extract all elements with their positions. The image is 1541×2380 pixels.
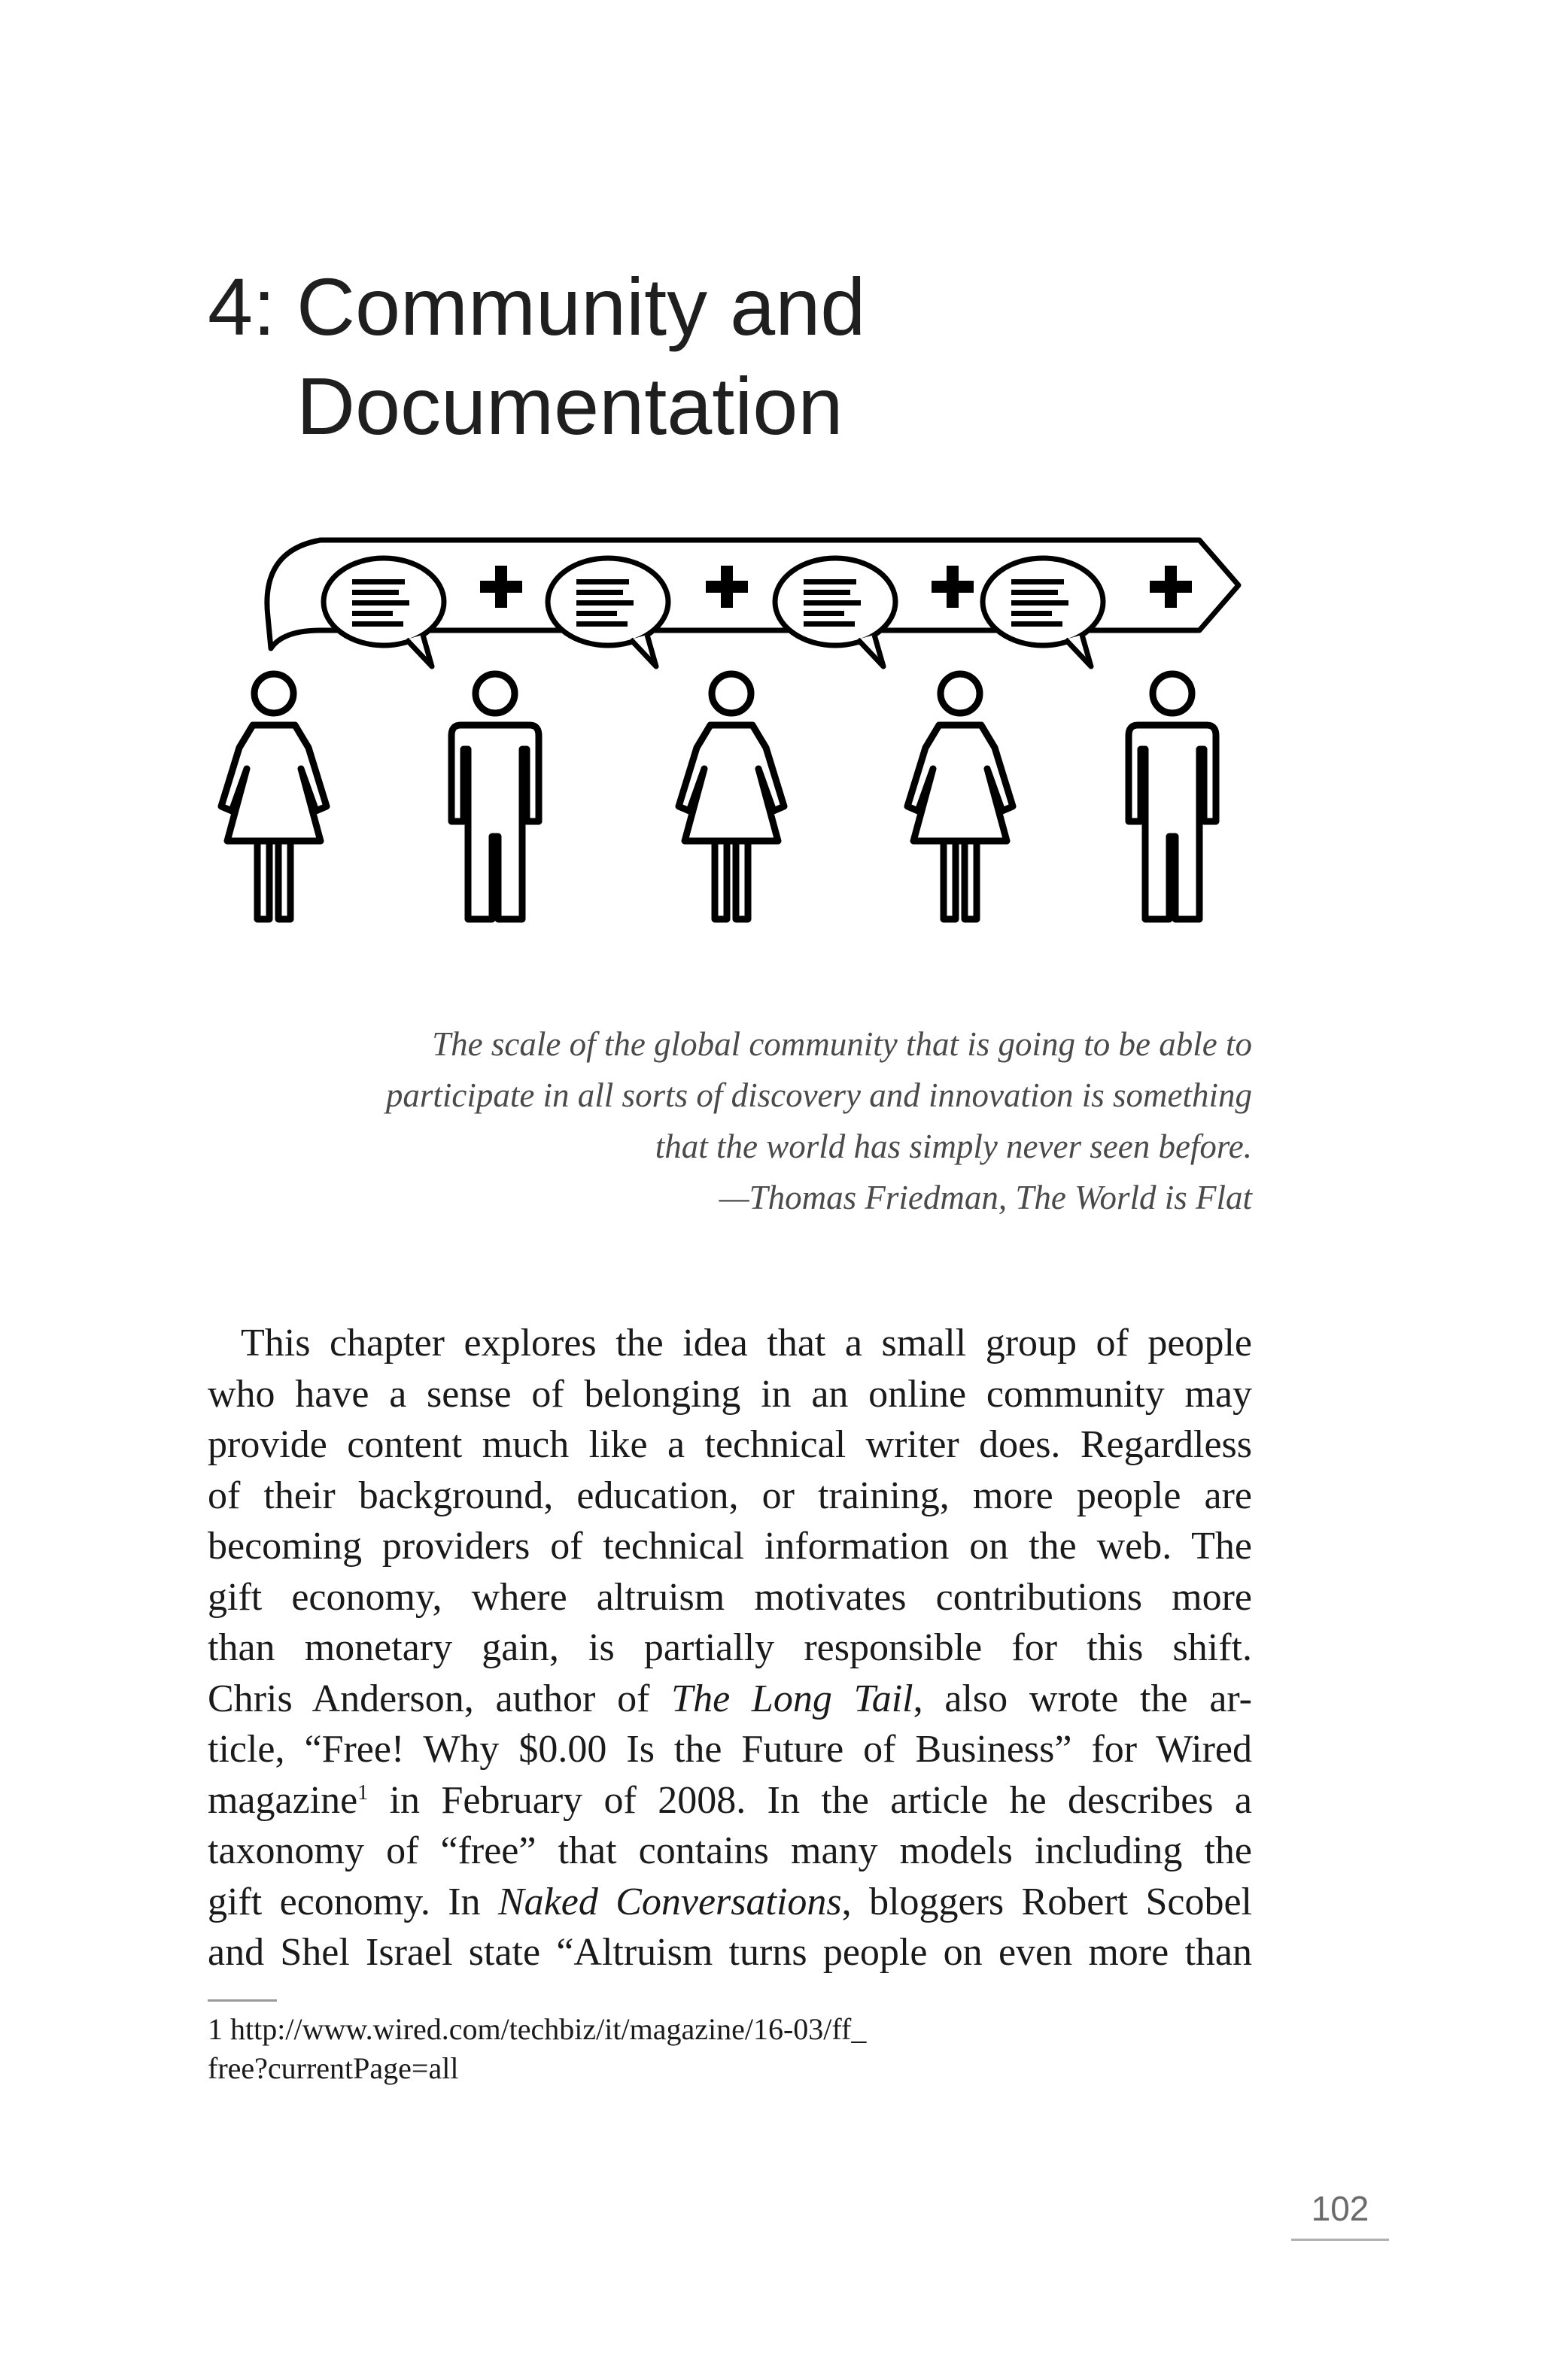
body-line: ticle, “Free! Why $0.00 Is the Future of Business” for Wired xyxy=(208,1728,1252,1771)
body-line xyxy=(208,1674,1252,1725)
page-number: 102 xyxy=(1311,2189,1369,2228)
epigraph-line: The scale of the global community that is going to be able to xyxy=(432,1025,1252,1063)
body-text-run: gift economy. In xyxy=(208,1880,498,1923)
body-line: than monetary gain, is partially responsible for this shift. xyxy=(208,1626,1252,1669)
epigraph-attribution: —Thomas Friedman, The World is Flat xyxy=(719,1179,1252,1216)
body-text-run: Chris Anderson, author of xyxy=(208,1677,672,1720)
body-line: provide content much like a technical writer does. Regardless xyxy=(208,1423,1252,1466)
person-male-icon xyxy=(451,674,1216,919)
body-text-run: , bloggers Robert Scobel xyxy=(841,1880,1253,1923)
body-line: of their background, education, or training, more people are xyxy=(208,1474,1252,1517)
footnote-line: free?currentPage=all xyxy=(208,2051,459,2085)
footnote-divider xyxy=(208,1999,277,2002)
chapter-title-line2: Documentation xyxy=(296,360,843,451)
body-line xyxy=(208,1877,1252,1928)
epigraph xyxy=(286,1018,1252,1223)
body-paragraph xyxy=(208,1318,1252,1978)
body-text-run: in February of 2008. In the article he describes a xyxy=(368,1778,1252,1822)
chapter-title-line1: Community and xyxy=(296,261,866,352)
community-illustration xyxy=(208,528,1252,964)
epigraph-line: participate in all sorts of discovery and innovation is something xyxy=(385,1076,1252,1114)
body-text-run: , also wrote the ar- xyxy=(913,1677,1252,1720)
body-line: This chapter explores the idea that a small group of people xyxy=(241,1322,1252,1365)
chapter-title xyxy=(208,257,865,456)
chapter-number: 4: xyxy=(208,261,276,352)
book-title-long-tail: The Long Tail xyxy=(671,1677,913,1720)
page-number-underline xyxy=(1291,2239,1389,2241)
body-line xyxy=(208,1775,1252,1826)
body-line: becoming providers of technical information on the web. The xyxy=(208,1525,1252,1568)
footnote-line: 1 http://www.wired.com/techbiz/it/magazine/16-03/ff_ xyxy=(208,2012,867,2046)
body-line: taxonomy of “free” that contains many models including the xyxy=(208,1829,1252,1872)
community-illustration-svg xyxy=(208,528,1252,964)
epigraph-line: that the world has simply never seen before. xyxy=(655,1128,1252,1165)
body-line: who have a sense of belonging in an online community may xyxy=(208,1372,1252,1416)
book-title-naked-conversations: Naked Conversations xyxy=(497,1880,842,1923)
person-female-icon xyxy=(221,674,1013,919)
body-line: gift economy, where altruism motivates contributions more xyxy=(208,1575,1252,1619)
body-text-run: magazine xyxy=(208,1778,358,1822)
footnote-reference[interactable]: 1 xyxy=(357,1780,369,1805)
body-line: and Shel Israel state “Altruism turns people on even more than xyxy=(208,1931,1252,1974)
footnote xyxy=(208,2010,1111,2088)
